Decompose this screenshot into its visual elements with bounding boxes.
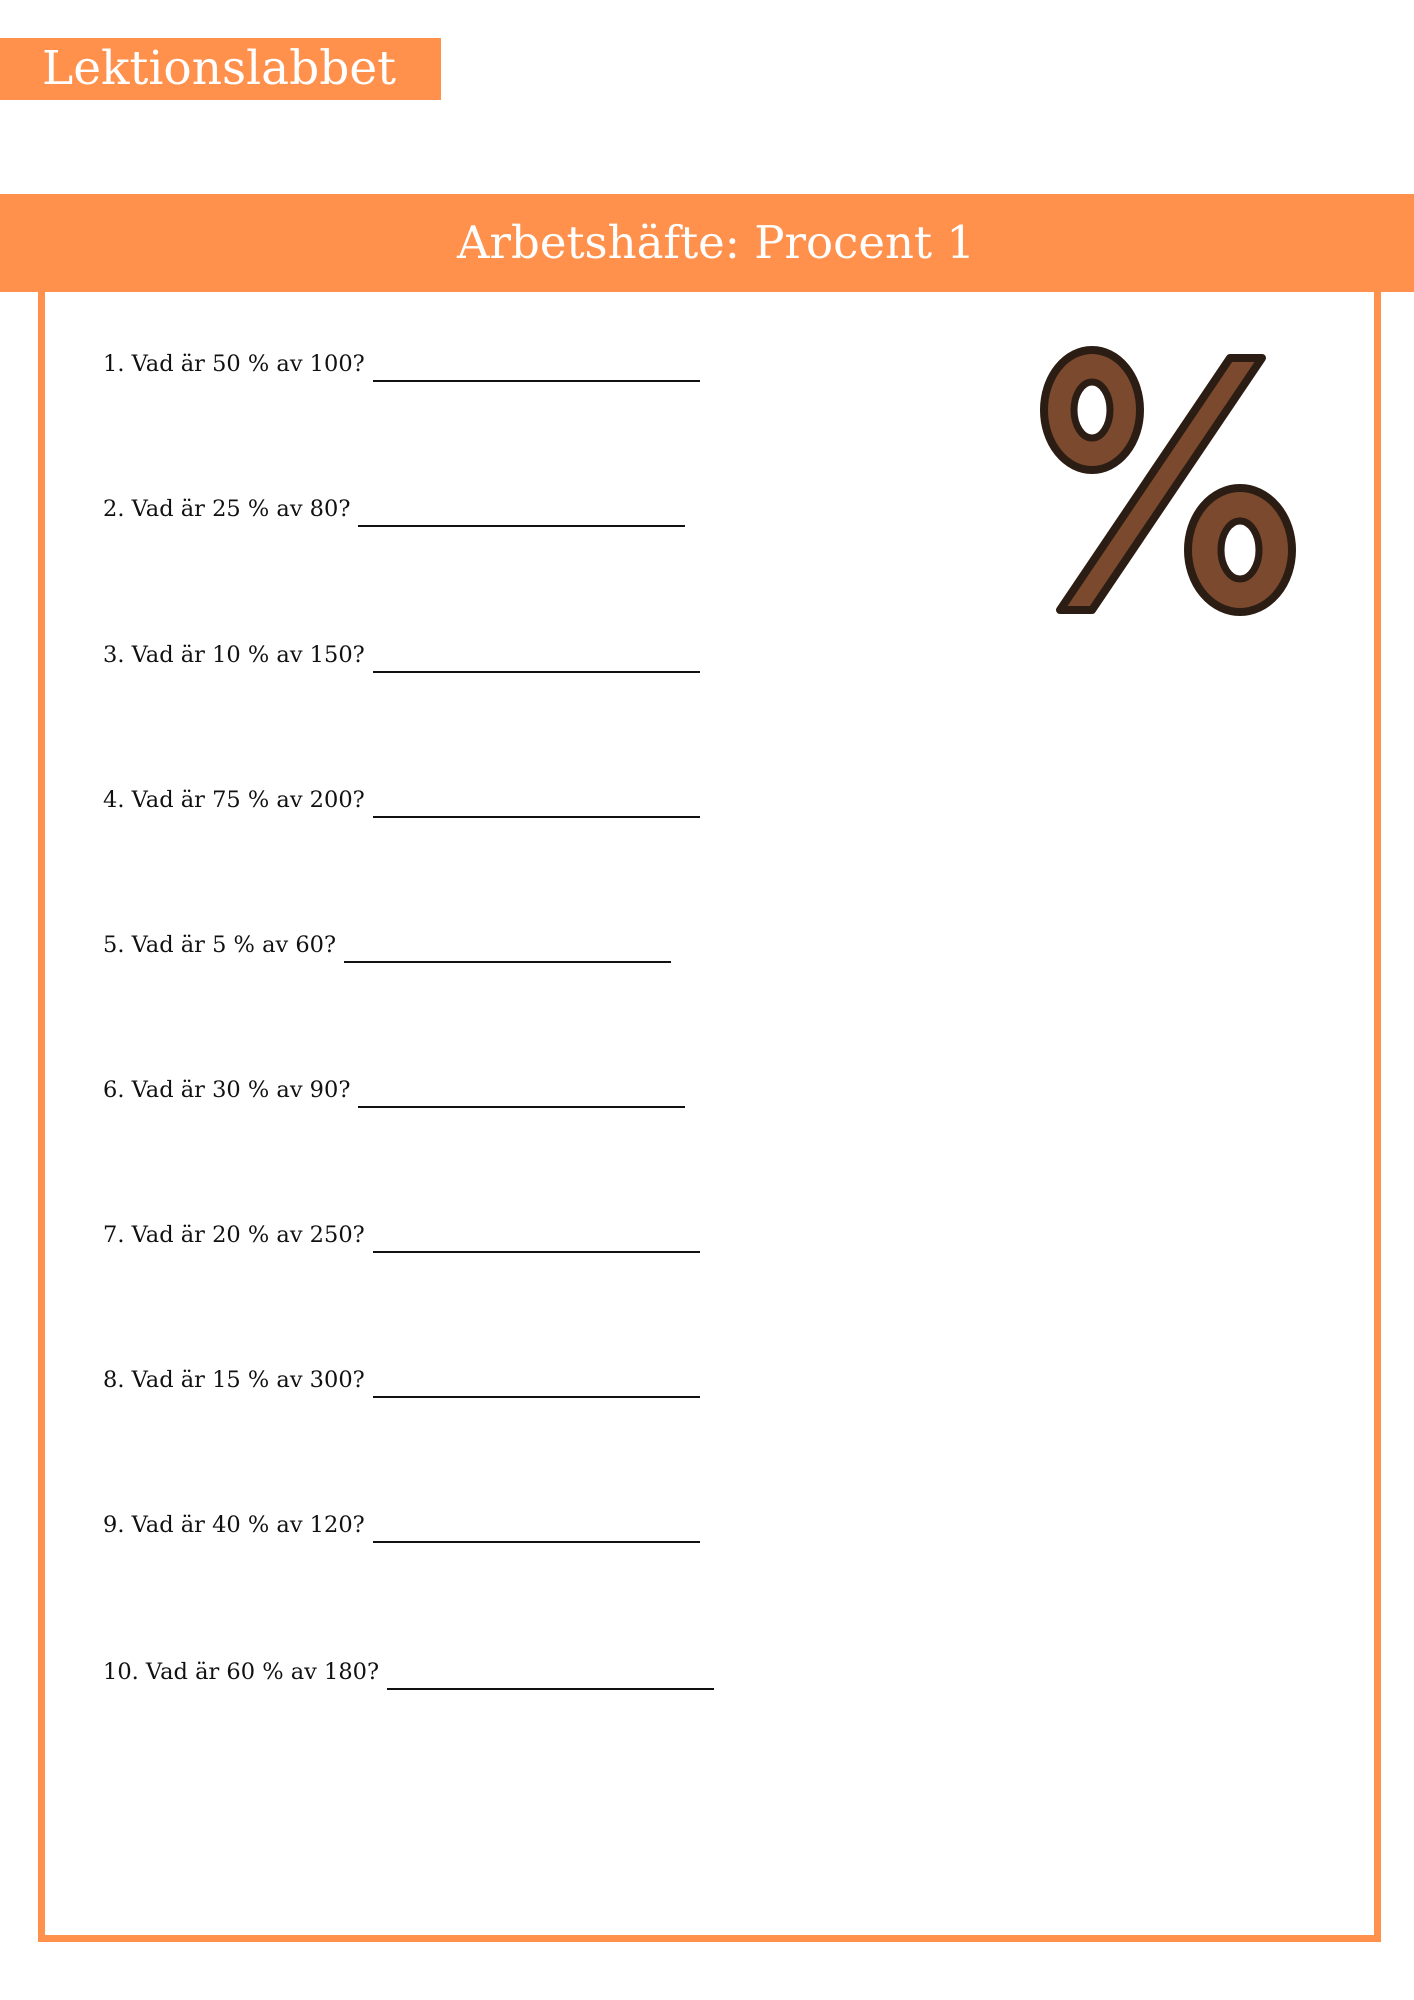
question-4-text: 4. Vad är 75 % av 200? bbox=[103, 787, 365, 813]
question-5 bbox=[103, 923, 671, 963]
question-7-text: 7. Vad är 20 % av 250? bbox=[103, 1222, 365, 1248]
percent-sign-icon bbox=[1030, 340, 1310, 630]
question-6 bbox=[103, 1068, 685, 1108]
question-1-answer-line[interactable] bbox=[373, 380, 700, 382]
question-8-text: 8. Vad är 15 % av 300? bbox=[103, 1367, 365, 1393]
question-5-answer-line[interactable] bbox=[344, 961, 671, 963]
question-4-answer-line[interactable] bbox=[373, 816, 700, 818]
question-9 bbox=[103, 1503, 700, 1543]
brand-logo bbox=[0, 38, 441, 100]
question-10-text: 10. Vad är 60 % av 180? bbox=[103, 1659, 380, 1685]
question-1 bbox=[103, 342, 700, 382]
brand-name: Lektionslabbet bbox=[42, 41, 397, 96]
question-1-text: 1. Vad är 50 % av 100? bbox=[103, 351, 365, 377]
question-5-text: 5. Vad är 5 % av 60? bbox=[103, 932, 337, 958]
question-7-answer-line[interactable] bbox=[373, 1251, 700, 1253]
question-2 bbox=[103, 487, 685, 527]
question-6-answer-line[interactable] bbox=[358, 1106, 685, 1108]
question-8-answer-line[interactable] bbox=[373, 1396, 700, 1398]
question-3-text: 3. Vad är 10 % av 150? bbox=[103, 642, 365, 668]
question-2-answer-line[interactable] bbox=[358, 525, 685, 527]
question-9-text: 9. Vad är 40 % av 120? bbox=[103, 1512, 365, 1538]
question-2-text: 2. Vad är 25 % av 80? bbox=[103, 496, 351, 522]
question-7 bbox=[103, 1213, 700, 1253]
question-6-text: 6. Vad är 30 % av 90? bbox=[103, 1077, 351, 1103]
question-4 bbox=[103, 778, 700, 818]
question-8 bbox=[103, 1358, 700, 1398]
worksheet-title-bar bbox=[0, 194, 1414, 292]
question-3-answer-line[interactable] bbox=[373, 671, 700, 673]
worksheet-title: Arbetshäfte: Procent 1 bbox=[457, 216, 975, 269]
question-3 bbox=[103, 633, 700, 673]
question-9-answer-line[interactable] bbox=[373, 1541, 700, 1543]
question-10-answer-line[interactable] bbox=[387, 1688, 714, 1690]
question-10 bbox=[103, 1650, 714, 1690]
